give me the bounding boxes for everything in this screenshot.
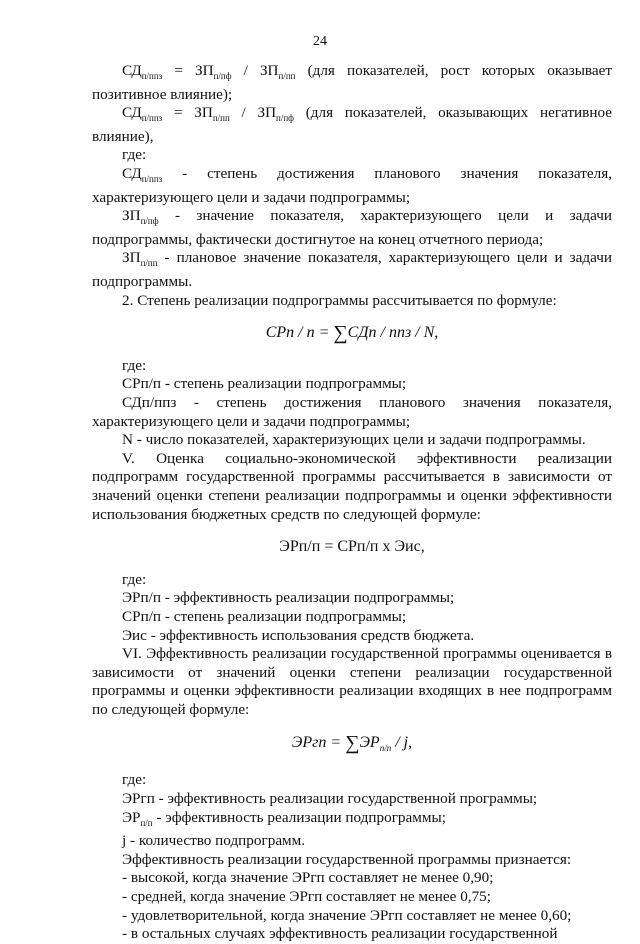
subscript: п/п xyxy=(140,817,153,828)
subscript: п/пп xyxy=(212,113,230,124)
formula-efficiency-subprogram: ЭРп/п = СРп/п х Эис, xyxy=(279,538,425,556)
text-fragment: (для показателей, рост которых оказывает позитивное влияние); xyxy=(92,62,612,103)
text-fragment: СРп / п = xyxy=(265,324,334,342)
text-fragment: СД xyxy=(122,165,142,183)
definition-item: СДп/ппз - степень достижения планового значения показателя, характеризующего цели и задачи подпрограммы; xyxy=(92,394,612,430)
subscript: п/пп xyxy=(140,258,158,269)
definition-item: ЭРп/п - эффективность реализации подпрограммы; xyxy=(122,589,455,607)
section-paragraph: Эффективность реализации государственной программы признается: xyxy=(122,850,572,868)
subscript: п/пф xyxy=(213,71,232,82)
section-paragraph: 2. Степень реализации подпрограммы рассчитывается по формуле: xyxy=(122,291,557,309)
formula-subprogram-degree xyxy=(92,324,612,343)
definition-item xyxy=(92,809,612,833)
text-fragment: - эффективность реализации подпрограммы; xyxy=(152,808,446,826)
where-label: где: xyxy=(122,771,147,789)
text-fragment: ЭРгп = xyxy=(291,733,346,751)
list-item: - удовлетворительной, когда значение ЭРгп составляет не менее 0,60; xyxy=(122,906,572,924)
sum-symbol: ∑ xyxy=(345,731,360,754)
page-number: 24 xyxy=(313,34,327,49)
definition-item xyxy=(92,165,612,207)
section-paragraph: V. Оценка социально-экономической эффективности реализации подпрограмм государственной программы рассчитывается в зависимости от значений оценки степени реализации подпрограммы и оценки эффективности использования бюджетных средств по следующей формуле: xyxy=(92,449,612,523)
list-item: - высокой, когда значение ЭРгп составляет не менее 0,90; xyxy=(122,869,494,887)
list-item: - в остальных случаях эффективность реализации государственной xyxy=(122,925,558,943)
where-label: где: xyxy=(122,146,147,164)
text-fragment: ЭР xyxy=(359,733,380,751)
text-fragment: - плановое значение показателя, характеризующего цели и задачи подпрограммы. xyxy=(92,249,612,291)
definition-item: СРп/п - степень реализации подпрограммы; xyxy=(122,608,407,625)
text-fragment: СД xyxy=(122,62,142,79)
text-fragment: / j, xyxy=(391,733,413,751)
definition-item: ЭРгп - эффективность реализации государственной программы; xyxy=(122,789,538,807)
subscript: п/ппз xyxy=(141,71,163,82)
text-fragment: ЗП xyxy=(122,249,141,267)
text-fragment: СД xyxy=(122,104,142,122)
subscript: п/п xyxy=(379,742,392,753)
where-label: где: xyxy=(122,570,147,588)
formula-efficiency-program xyxy=(92,731,612,758)
formula-negative-line xyxy=(92,104,612,146)
text-fragment: (для показателей, оказывающих негативное влияние), xyxy=(92,104,612,145)
subscript: п/ппз xyxy=(141,113,163,124)
subscript: п/пф xyxy=(140,216,159,227)
subscript: п/пф xyxy=(276,113,294,124)
text-fragment: / ЗП xyxy=(231,62,279,79)
section-paragraph: VI. Эффективность реализации государственной программы оценивается в зависимости от значений оценки степени реализации государственной программы и оценки эффективности реализации входящих в нее подпрограмм по следующей формуле: xyxy=(92,645,612,718)
definition-item: Эис - эффективность использования средств бюджета. xyxy=(122,626,475,644)
text-fragment: - значение показателя, характеризующего цели и задачи подпрограммы, фактически достигнутое на конец отчетного периода; xyxy=(92,207,612,248)
definition-item: СРп/п - степень реализации подпрограммы; xyxy=(122,375,407,393)
text-fragment: = ЗП xyxy=(162,104,213,122)
definition-item xyxy=(92,207,612,249)
text-fragment: СДп / ппз / N, xyxy=(347,324,439,342)
list-item: - средней, когда значение ЭРгп составляет не менее 0,75; xyxy=(122,887,491,905)
text-fragment: ЗП xyxy=(122,207,141,225)
sum-symbol: ∑ xyxy=(333,322,348,345)
where-label: где: xyxy=(122,356,147,374)
text-fragment: - степень достижения планового значения показателя, характеризующего цели и задачи подпрограммы; xyxy=(92,165,612,206)
definition-item xyxy=(92,249,612,291)
definition-item: j - количество подпрограмм. xyxy=(122,832,306,850)
text-fragment: / ЗП xyxy=(229,104,277,122)
definition-item: N - число показателей, характеризующих цели и задачи подпрограммы. xyxy=(122,431,586,449)
text-fragment: ЭР xyxy=(122,808,141,826)
formula-positive-line xyxy=(92,62,612,104)
subscript: п/пп xyxy=(278,71,296,82)
subscript: п/ппз xyxy=(141,174,163,185)
document-body xyxy=(92,62,612,944)
text-fragment: = ЗП xyxy=(162,62,214,79)
